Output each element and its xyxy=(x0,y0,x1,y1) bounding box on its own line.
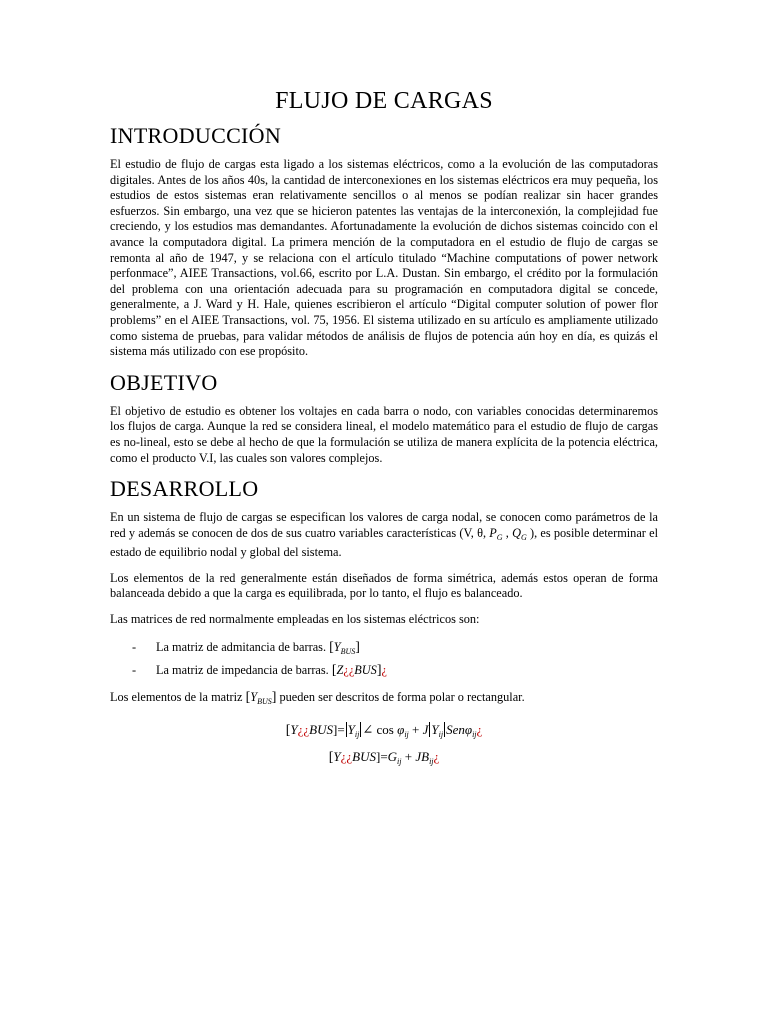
paragraph-introduccion: El estudio de flujo de cargas esta ligado a los sistemas eléctricos, como a la evolución de las computadoras digitales. Antes de los años 40s, la cantidad de interconexiones en los sistemas eléctricos era muy pequeña, los estudios de estos sistemas eran relativamente sencillos o al menos se podían realizar sin hacer grandes esfuerzos. Sin embargo, una vez que se hicieron patentes las ventajas de la interconexión, la complejidad fue creciendo, y los estudios mas demandantes. Afortunadamente la evolución de dichos sistemas coincido con el avance la computadora digital. La primera mención de la computadora en el estudio de flujo de cargas se remonta al año de 1947, y se relaciona con el artículo titulado “Machine computations of power network perfonmace”, AIEE Transactions, vol.66, escrito por L.A. Dustan. Sin embargo, el crédito por la formulación del problema con una orientación adecuada para su programación en computadora digital se concede, generalmente, a J. Ward y H. Hale, quienes escribieron el artículo “Digital computer solution of power flor problems” en el AIEE Transactions, vol. 75, 1956. El sistema utilizado en su artículo es ampliamente utilizado como sistema de pruebas, para validar métodos de análisis de flujos de potencia aún hoy en día, es quizás el sistema más utilizado con ese propósito. xyxy=(110,157,658,359)
heading-objetivo: OBJETIVO xyxy=(110,369,218,395)
math-qg: $Q_G$ xyxy=(512,525,527,542)
paragraph-desarrollo-1: En un sistema de flujo de cargas se especifican los valores de carga nodal, se conocen como parámetros de la red y además se conocen de dos de sus cuatro variables características (V, θ, $P_G$ , $Q_G$ ), es posible determinar el estado de equilibrio nodal y global del sistema. xyxy=(110,510,658,560)
equation-polar: [Y¿¿BUS]= $Y_{ij}$ ∠ $\cos \varphi_{ij} + J$ $Y_{ij}$ Senφ$_{ij}$¿ xyxy=(285,722,483,740)
paragraph-desarrollo-1-tail: es posible determinar el estado de equilibrio nodal y global del sistema. xyxy=(110,525,658,560)
math-pg: $P_G$ xyxy=(489,525,503,542)
list-item: - La matriz de admitancia de barras. $[Y_{BUS}]$ xyxy=(132,639,360,656)
heading-introduccion: INTRODUCCIÓN xyxy=(110,123,282,148)
document-title: FLUJO DE CARGAS xyxy=(275,88,493,114)
paragraph-objetivo: El objetivo de estudio es obtener los voltajes en cada barra o nodo, con variables conocidas determinaremos los flujos de carga. Aunque la red se considera lineal, el modelo matemático para el estudio de flujo de cargas es no-lineal, esto se debe al hecho de que la formulación se utiliza de manera explícita de la potencia eléctrica, como el producto V.I, las cuales son valores complejos. xyxy=(110,403,658,465)
matrix-list xyxy=(110,638,658,680)
heading-desarrollo: DESARROLLO xyxy=(110,476,259,502)
list-item: - La matriz de impedancia de barras. [Z¿¿BUS]¿ xyxy=(132,662,387,678)
paragraph-desarrollo-3: Las matrices de red normalmente empleadas en los sistemas eléctricos son: xyxy=(110,612,480,627)
paragraph-desarrollo-4: Los elementos de la matriz $[Y_{BUS}]$ pueden ser descritos de forma polar o rectangular. xyxy=(110,689,525,706)
paragraph-desarrollo-1-text: En un sistema de flujo de cargas se especifican los valores de carga nodal, se conocen como parámetros de la red y además se conocen de dos de sus cuatro variables características (V, θ, xyxy=(110,510,658,540)
paragraph-desarrollo-2: Los elementos de la red generalmente están diseñados de forma simétrica, además estos operan de forma balanceada debido a que la carga es equilibrada, por lo tanto, el flujo es balanceado. xyxy=(110,570,658,601)
equation-rectangular: $[Y¿¿BUS]=G_{ij}$ + $JB_{ij}¿$ xyxy=(328,749,440,767)
